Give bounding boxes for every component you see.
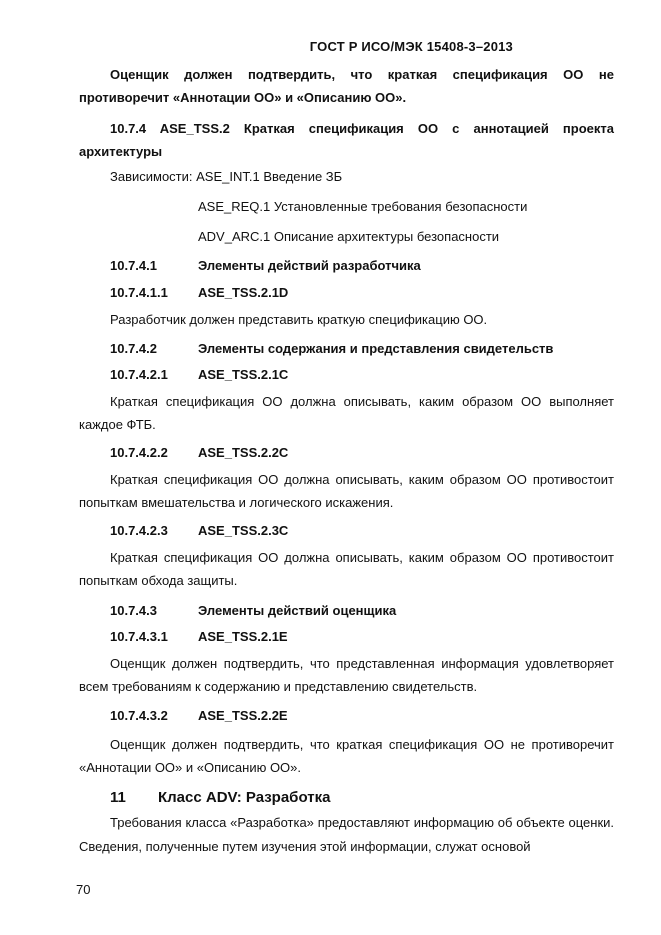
element-id: ASE_TSS.2.2C bbox=[198, 445, 289, 460]
dependencies-line bbox=[110, 167, 342, 187]
element-text: Разработчик должен представить краткую спецификацию ОО. bbox=[110, 312, 488, 327]
section-10-7-4-title: 10.7.4 ASE_TSS.2 Краткая спецификация ОО с аннотацией проекта архитектуры bbox=[79, 121, 614, 159]
element-number: 10.7.4.2.1 bbox=[110, 367, 168, 382]
element-number: 10.7.4.2.3 bbox=[110, 523, 168, 538]
element-id: ASE_TSS.2.2E bbox=[198, 708, 288, 723]
element-text: Оценщик должен подтвердить, что краткая спецификация ОО не противоречит «Аннотации ОО» и «Описанию ОО». bbox=[79, 737, 614, 775]
element-id: ASE_TSS.2.1D bbox=[198, 285, 289, 300]
element-id: ASE_TSS.2.3C bbox=[198, 523, 289, 538]
element-number: 10.7.4.2.2 bbox=[110, 445, 168, 460]
page-number: 70 bbox=[76, 882, 91, 897]
element-text: Оценщик должен подтвердить, что представленная информация удовлетворяет всем требованиям к содержанию и представлению свидетельств. bbox=[79, 656, 614, 694]
clause-title: Элементы действий разработчика bbox=[198, 258, 421, 273]
element-id: ASE_TSS.2.1E bbox=[198, 629, 288, 644]
standard-header: ГОСТ Р ИСО/МЭК 15408-3–2013 bbox=[309, 39, 513, 54]
element-text: Краткая спецификация ОО должна описывать, каким образом ОО противостоит попыткам обхода защиты. bbox=[79, 550, 614, 588]
clause-number: 10.7.4.2 bbox=[110, 341, 157, 356]
clause-title: Элементы содержания и представления свидетельств bbox=[198, 341, 554, 356]
dependency-item: ASE_INT.1 Введение ЗБ bbox=[196, 169, 343, 184]
intro-paragraph: Оценщик должен подтвердить, что краткая спецификация ОО не противоречит «Аннотации ОО» и «Описанию ОО». bbox=[79, 67, 614, 105]
element-text: Краткая спецификация ОО должна описывать, каким образом ОО выполняет каждое ФТБ. bbox=[79, 394, 614, 432]
dependencies-label: Зависимости: bbox=[110, 169, 193, 184]
element-id: ASE_TSS.2.1C bbox=[198, 367, 289, 382]
dependency-item: ASE_REQ.1 Установленные требования безопасности bbox=[198, 199, 528, 214]
clause-number: 10.7.4.1 bbox=[110, 258, 157, 273]
element-text: Краткая спецификация ОО должна описывать, каким образом ОО противостоит попыткам вмешательства и логического искажения. bbox=[79, 472, 614, 510]
element-number: 10.7.4.3.2 bbox=[110, 708, 168, 723]
element-number: 10.7.4.1.1 bbox=[110, 285, 168, 300]
element-number: 10.7.4.3.1 bbox=[110, 629, 168, 644]
section-title: Класс ADV: Разработка bbox=[158, 789, 331, 806]
dependency-item: ADV_ARC.1 Описание архитектуры безопасности bbox=[198, 229, 500, 244]
section-number: 11 bbox=[110, 789, 126, 806]
clause-number: 10.7.4.3 bbox=[110, 603, 157, 618]
clause-title: Элементы действий оценщика bbox=[198, 603, 397, 618]
section-11-paragraph: Требования класса «Разработка» предоставляют информацию об объекте оценки. Сведения, полученные путем изучения этой информации, служат основой bbox=[79, 815, 614, 854]
